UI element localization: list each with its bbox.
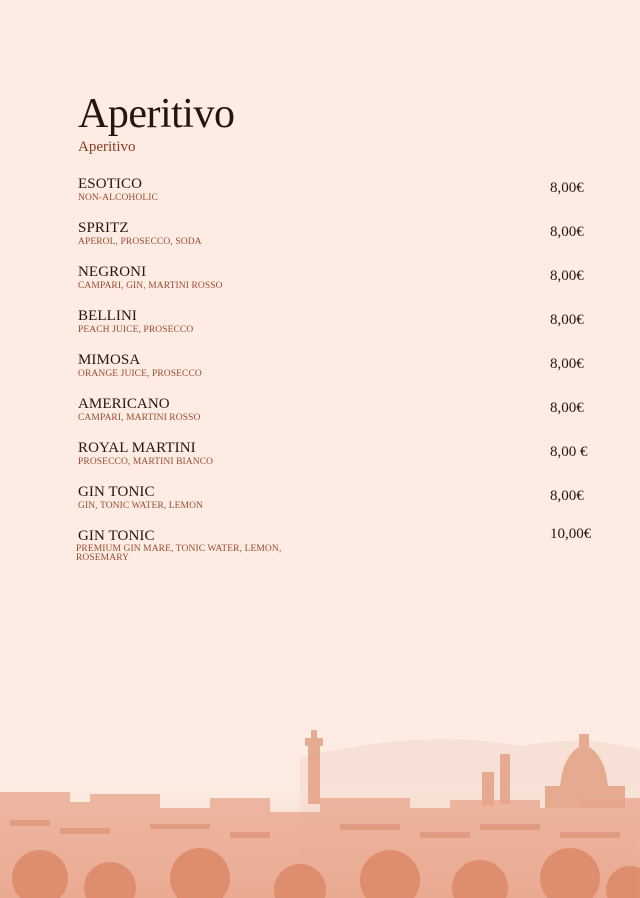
menu-item-gin-tonic [78,484,608,528]
item-name: NEGRONI [78,264,147,280]
item-price: 8,00€ [550,400,584,416]
item-description: NON-ALCOHOLIC [78,193,158,203]
item-description: CAMPARI, GIN, MARTINI ROSSO [78,281,223,291]
item-price: 8,00€ [550,224,584,240]
menu-subtitle: Aperitivo [78,139,136,155]
item-name: SPRITZ [78,220,129,236]
menu-item-esotico [78,176,608,220]
menu-item-gin-tonic-premium [78,528,608,572]
item-price: 8,00€ [550,356,584,372]
menu-item-spritz [78,220,608,264]
item-name: ROYAL MARTINI [78,440,196,456]
item-name: GIN TONIC [78,484,155,500]
item-name: MIMOSA [78,352,141,368]
menu-item-list [78,176,608,572]
item-description: PEACH JUICE, PROSECCO [78,325,194,335]
menu-item-negroni [78,264,608,308]
item-price: 8,00 € [550,444,588,460]
item-name: ESOTICO [78,176,143,192]
item-description: PROSECCO, MARTINI BIANCO [78,457,214,467]
item-description: CAMPARI, MARTINI ROSSO [78,413,201,423]
item-price: 8,00€ [550,488,584,504]
item-price: 8,00€ [550,312,584,328]
menu-item-bellini [78,308,608,352]
item-description: PREMIUM GIN MARE, TONIC WATER, LEMON, ROSEMARY [76,544,282,563]
menu-title: Aperitivo [78,91,235,137]
item-price: 8,00€ [550,268,584,284]
florence-skyline-illustration [0,728,640,898]
item-name: GIN TONIC [78,528,155,544]
item-name: BELLINI [78,308,138,324]
menu-item-americano [78,396,608,440]
item-name: AMERICANO [78,396,170,412]
item-description: APEROL, PROSECCO, SODA [78,237,202,247]
item-price: 10,00€ [550,526,592,542]
menu-item-mimosa [78,352,608,396]
item-price: 8,00€ [550,180,584,196]
item-description: GIN, TONIC WATER, LEMON [78,501,204,511]
menu-item-royal-martini [78,440,608,484]
item-description: ORANGE JUICE, PROSECCO [78,369,202,379]
